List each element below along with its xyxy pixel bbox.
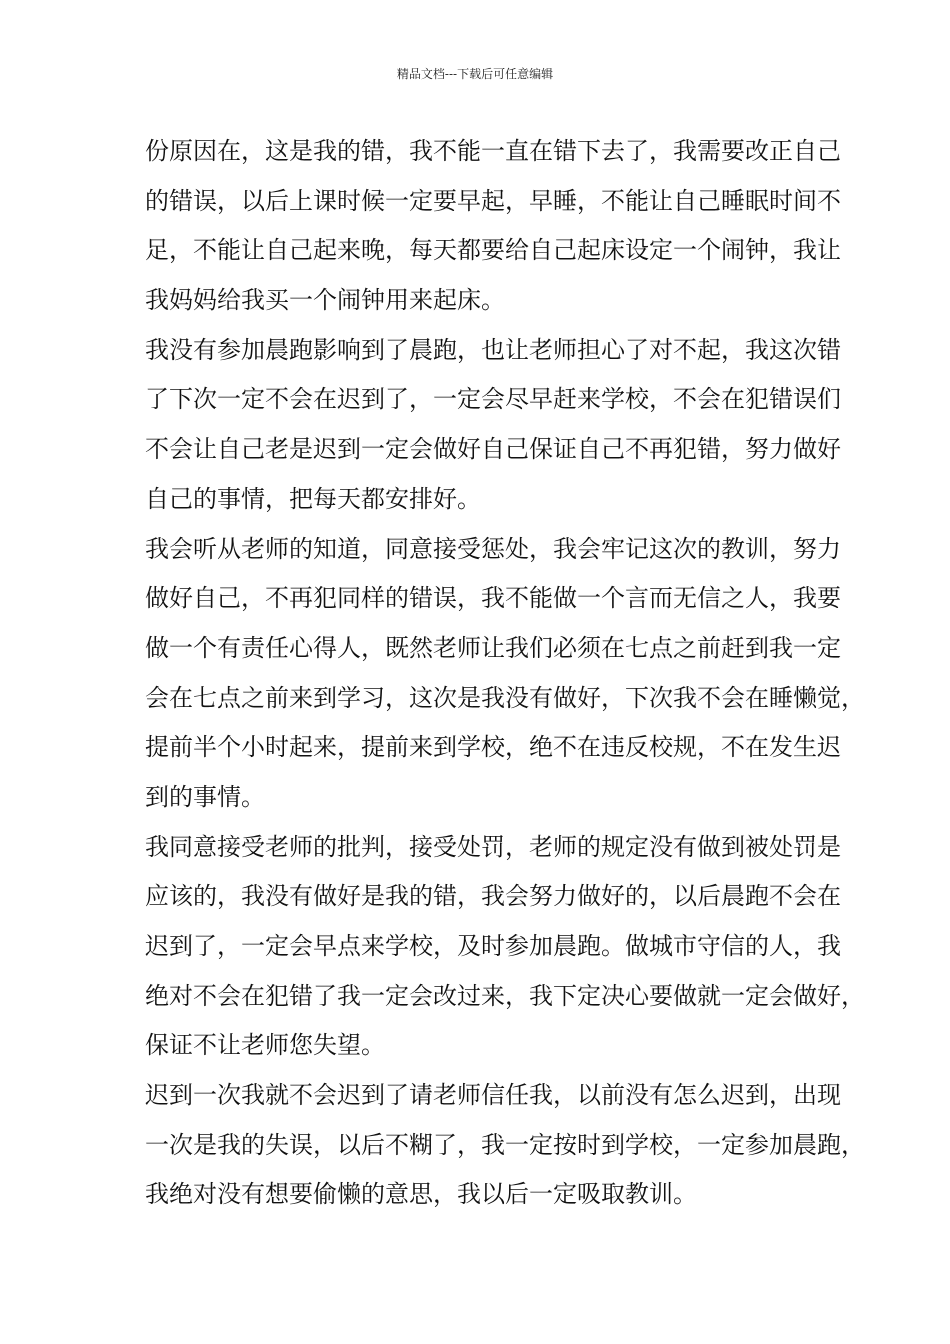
text-line: 做好自己，不再犯同样的错误，我不能做一个言而无信之人，我要 <box>145 584 841 613</box>
text-line: 足，不能让自己起来晚，每天都要给自己起床设定一个闹钟，我让 <box>145 236 841 265</box>
text-line: 应该的，我没有做好是我的错，我会努力做好的，以后晨跑不会在 <box>145 882 841 911</box>
text-line: 我同意接受老师的批判，接受处罚，老师的规定没有做到被处罚是 <box>145 832 841 861</box>
text-line: 我绝对没有想要偷懒的意思，我以后一定吸取教训。 <box>145 1180 697 1209</box>
text-line: 份原因在，这是我的错，我不能一直在错下去了，我需要改正自己 <box>145 137 841 165</box>
text-line: 不会让自己老是迟到一定会做好自己保证自己不再犯错，努力做好 <box>145 435 841 464</box>
text-line: 做一个有责任心得人，既然老师让我们必须在七点之前赶到我一定 <box>145 633 841 662</box>
text-line: 我妈妈给我买一个闹钟用来起床。 <box>145 286 505 315</box>
document-body <box>145 127 865 1220</box>
text-line: 绝对不会在犯错了我一定会改过来，我下定决心要做就一定会做好， <box>145 981 865 1010</box>
text-line: 自己的事情，把每天都安排好。 <box>145 484 481 513</box>
text-line: 的错误，以后上课时候一定要早起，早睡，不能让自己睡眠时间不 <box>145 186 841 215</box>
text-line: 会在七点之前来到学习，这次是我没有做好，下次我不会在睡懒觉， <box>145 683 865 712</box>
text-line: 到的事情。 <box>145 782 265 811</box>
text-line: 了下次一定不会在迟到了，一定会尽早赶来学校，不会在犯错误们 <box>145 385 841 414</box>
text-line: 我没有参加晨跑影响到了晨跑，也让老师担心了对不起，我这次错 <box>145 335 841 364</box>
text-line: 我会听从老师的知道，同意接受惩处，我会牢记这次的教训，努力 <box>145 534 841 563</box>
text-line: 一次是我的失误，以后不糊了，我一定按时到学校，一定参加晨跑， <box>145 1130 865 1159</box>
text-line: 迟到了，一定会早点来学校，及时参加晨跑。做城市守信的人，我 <box>145 932 841 960</box>
text-line: 提前半个小时起来，提前来到学校，绝不在违反校规，不在发生迟 <box>145 733 841 762</box>
text-line: 迟到一次我就不会迟到了请老师信任我，以前没有怎么迟到，出现 <box>145 1081 841 1110</box>
text-line: 保证不让老师您失望。 <box>145 1031 385 1060</box>
page-header: 精品文档---下载后可任意编辑 <box>396 67 554 81</box>
